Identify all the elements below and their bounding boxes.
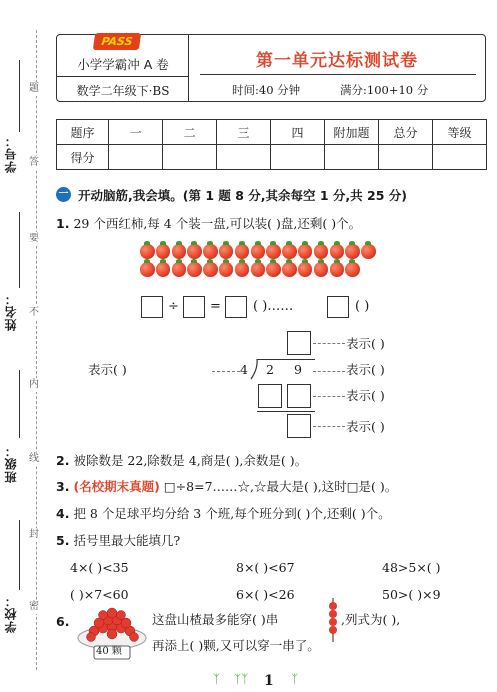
- question-text: 这盘山楂最多能穿( )串: [152, 612, 279, 627]
- dividend-digit: 9: [294, 362, 302, 377]
- pointer-line: [313, 343, 345, 344]
- skewer-icon: [326, 598, 340, 642]
- sprout-icon: ᛉ: [213, 672, 221, 686]
- question-5: [56, 533, 180, 549]
- table-header: 题序: [57, 120, 109, 145]
- division-bracket: [249, 358, 259, 380]
- row-label: 得分: [57, 145, 109, 170]
- name-label: 姓名：: [4, 292, 18, 331]
- tomato-icon: [361, 244, 376, 259]
- tomato-icon: [156, 262, 171, 277]
- tomato-icon: [251, 244, 266, 259]
- product-meaning: 表示( ): [346, 388, 385, 403]
- pointer-line: [212, 371, 240, 372]
- tomato-icon: [282, 262, 297, 277]
- dividend-digit: 2: [266, 362, 274, 377]
- tomato-icon: [203, 244, 218, 259]
- class-label: 班级：: [4, 444, 18, 483]
- time-limit: 时间:40 分钟: [232, 83, 301, 97]
- school-label: 学校：: [4, 594, 18, 633]
- score-cell[interactable]: [379, 145, 433, 170]
- seal-char: 答: [29, 157, 39, 168]
- tomato-icon: [140, 262, 155, 277]
- question-number: 3.: [56, 479, 70, 494]
- seal-char: 线: [29, 453, 39, 464]
- tomato-icon: [203, 262, 218, 277]
- equals-sign: =: [210, 299, 221, 314]
- title-underline: [200, 74, 476, 75]
- score-cell[interactable]: [325, 145, 379, 170]
- score-cell[interactable]: [217, 145, 271, 170]
- tomato-icon: [345, 262, 360, 277]
- question-4: [56, 506, 391, 522]
- question-1: [56, 216, 361, 232]
- tomato-icon: [266, 262, 281, 277]
- tomato-row-2: [140, 262, 390, 278]
- seal-char: 内: [29, 379, 39, 390]
- student-id-blank[interactable]: [19, 60, 20, 132]
- score-table: [56, 119, 487, 170]
- question-text: 把 8 个足球平均分给 3 个班,每个班分到( )个,还剩( )个。: [73, 506, 391, 521]
- tomato-icon: [140, 244, 155, 259]
- binding-strip: [0, 0, 48, 692]
- name-blank[interactable]: [19, 212, 20, 288]
- product-box[interactable]: [258, 384, 282, 408]
- tomato-icon: [330, 244, 345, 259]
- tomato-icon: [235, 262, 250, 277]
- header-mid-line: [56, 76, 188, 77]
- remainder-paren: ( ): [355, 299, 370, 314]
- sprout-icon: ᛉᛉ: [234, 672, 249, 686]
- quotient-meaning: 表示( ): [346, 336, 385, 351]
- section-badge: 一: [56, 187, 71, 202]
- question-text: □÷8=7……☆,☆最大是( ),这时□是( )。: [163, 479, 398, 494]
- tomato-icon: [298, 262, 313, 277]
- table-header: 附加题: [325, 120, 379, 145]
- question-3: [56, 479, 397, 495]
- quotient-paren: ( )……: [253, 299, 294, 314]
- answer-box[interactable]: [183, 296, 205, 318]
- page-number: 1: [264, 673, 274, 689]
- dividend-meaning: 表示( ): [346, 362, 385, 377]
- seal-char: 不: [29, 307, 39, 318]
- series-name: 小学学霸冲 A 卷: [77, 57, 169, 72]
- score-cell[interactable]: [271, 145, 325, 170]
- source-tag: (名校期末真题): [73, 479, 160, 494]
- product-box[interactable]: [287, 384, 311, 408]
- seal-char: 题: [29, 83, 39, 94]
- binding-line: [36, 30, 37, 670]
- table-header: 二: [163, 120, 217, 145]
- tomato-icon: [187, 244, 202, 259]
- remainder-meaning: 表示( ): [346, 419, 385, 434]
- inequality-item: 48>5×( ): [382, 560, 441, 575]
- tomato-icon: [330, 262, 345, 277]
- question-number: 6.: [56, 614, 70, 629]
- full-score: 满分:100+10 分: [340, 83, 429, 97]
- sprout-icon: ᛉ: [291, 672, 299, 686]
- remainder-box[interactable]: [287, 414, 311, 438]
- score-table-header-row: [57, 120, 487, 145]
- divisor-meaning: 表示( ): [88, 362, 127, 377]
- score-cell[interactable]: [163, 145, 217, 170]
- inequality-item: 8×( )<67: [236, 560, 295, 575]
- class-blank[interactable]: [19, 370, 20, 438]
- score-cell[interactable]: [433, 145, 487, 170]
- pass-logo: PASS: [93, 33, 141, 50]
- question-number: 2.: [56, 453, 70, 468]
- pointer-line: [313, 371, 345, 372]
- inequality-item: 4×( )<35: [70, 560, 129, 575]
- plate-label: 40 颗: [96, 646, 122, 657]
- tomato-icon: [219, 262, 234, 277]
- score-table-row: [57, 145, 487, 170]
- tomato-icon: [345, 244, 360, 259]
- seal-char: 封: [29, 529, 39, 540]
- school-blank[interactable]: [19, 520, 20, 590]
- question-text: ,列式为( ),: [341, 612, 401, 627]
- inequality-item: ( )×7<60: [70, 587, 129, 602]
- tomato-icon: [266, 244, 281, 259]
- seal-char: 要: [29, 233, 39, 244]
- question-text: 再添上( )颗,又可以穿一串了。: [152, 638, 320, 653]
- question-2: [56, 453, 307, 469]
- question-text: 括号里最大能填几?: [73, 533, 181, 548]
- quotient-box[interactable]: [287, 331, 311, 355]
- tomato-icon: [298, 244, 313, 259]
- inequality-item: 50>( )×9: [382, 587, 441, 602]
- answer-box[interactable]: [327, 296, 349, 318]
- score-cell[interactable]: [109, 145, 163, 170]
- tomato-icon: [314, 262, 329, 277]
- pointer-line: [313, 396, 345, 397]
- student-id-label: 学号：: [4, 134, 18, 173]
- tomato-icon: [219, 244, 234, 259]
- inequality-item: 6×( )<26: [236, 587, 295, 602]
- pointer-line: [313, 426, 345, 427]
- question-number: 1.: [56, 216, 70, 231]
- tomato-icon: [172, 262, 187, 277]
- question-number: 5.: [56, 533, 70, 548]
- tomato-icon: [156, 244, 171, 259]
- answer-box[interactable]: [141, 296, 163, 318]
- table-header: 总分: [379, 120, 433, 145]
- table-header: 四: [271, 120, 325, 145]
- table-header: 等级: [433, 120, 487, 145]
- divisor: 4: [240, 362, 248, 377]
- grade-label: 数学二年级下·BS: [76, 84, 170, 98]
- tomato-icon: [314, 244, 329, 259]
- division-bar: [257, 359, 315, 360]
- header-divider: [188, 34, 189, 102]
- table-header: 一: [109, 120, 163, 145]
- tomato-icon: [187, 262, 202, 277]
- question-number: 4.: [56, 506, 70, 521]
- table-header: 三: [217, 120, 271, 145]
- subtract-bar: [257, 411, 315, 412]
- seal-char: 密: [29, 601, 39, 612]
- question-text: 29 个西红柿,每 4 个装一盘,可以装( )盘,还剩( )个。: [73, 216, 362, 231]
- tomato-icon: [282, 244, 297, 259]
- tomato-icon: [251, 262, 266, 277]
- tomato-row-1: [140, 244, 390, 260]
- answer-box[interactable]: [225, 296, 247, 318]
- page-title: 第一单元达标测试卷: [256, 51, 418, 71]
- tomato-icon: [172, 244, 187, 259]
- divide-sign: ÷: [168, 299, 179, 314]
- section-title: 开动脑筋,我会填。(第 1 题 8 分,其余每空 1 分,共 25 分): [78, 188, 407, 203]
- tomato-icon: [235, 244, 250, 259]
- question-text: 被除数是 22,除数是 4,商是( ),余数是( )。: [73, 453, 308, 468]
